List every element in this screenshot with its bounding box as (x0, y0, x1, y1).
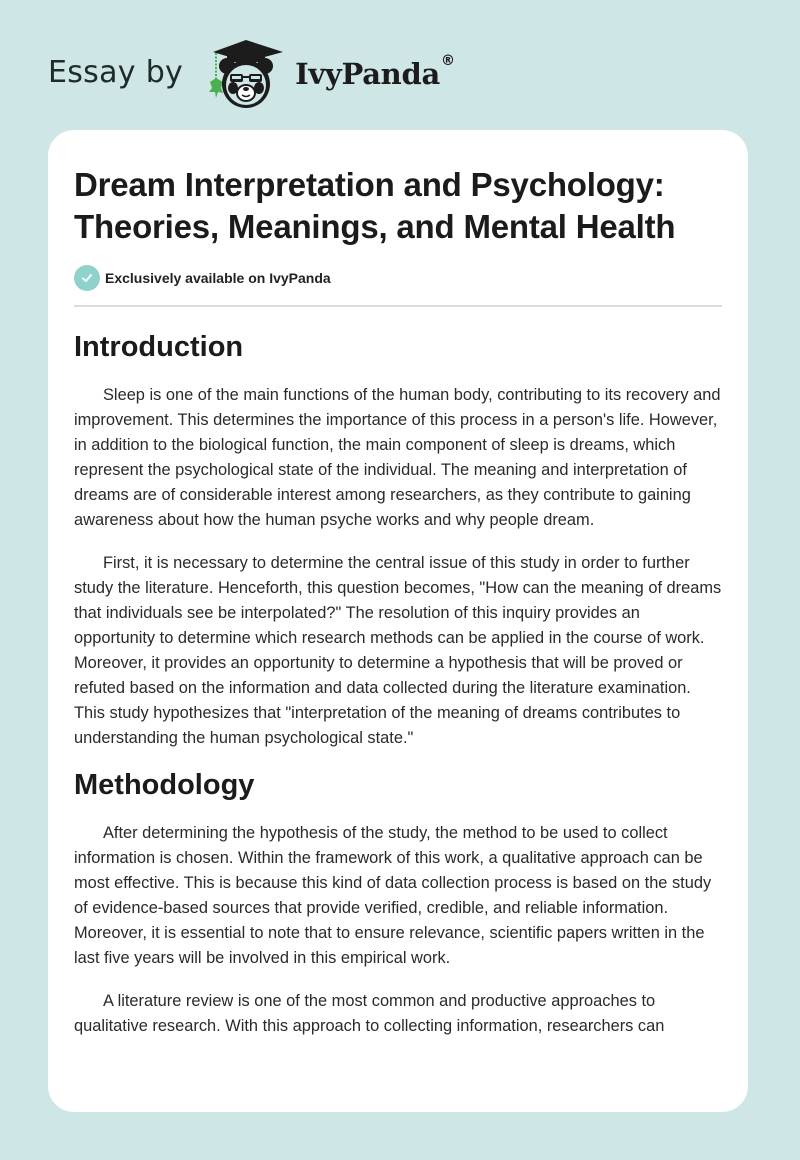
registered-mark: ® (440, 53, 455, 69)
exclusive-badge (74, 264, 722, 292)
paragraph: First, it is necessary to determine the central issue of this study in order to further study the literature. Henceforth, this question becomes, "How can the meaning of dreams that individuals see be interpolated?" The resolution of this inquiry provides an opportunity to determine which research methods can be applied in the course of work. Moreover, it provides an opportunity to determine a hypothesis that will be proved or refuted based on the information and data collected during the literature examination. This study hypothesizes that "interpretation of the meaning of dreams contributes to understanding the human psychological state." (74, 554, 722, 747)
page-title (74, 164, 722, 248)
brand-name-text: IvyPanda (295, 57, 440, 91)
brand-header (48, 36, 455, 112)
paragraph: After determining the hypothesis of the study, the method to be used to collect information is chosen. Within the framework of this work, a qualitative approach can be most effective. This is because this kind of data collection process is based on the study of evidence-based sources that provide verified, credible, and reliable information. Moreover, it is essential to note that to ensure relevance, scientific papers written in the last five years will be involved in this empirical work. (74, 824, 712, 967)
section-heading-methodology: Methodology (74, 769, 255, 801)
panda-graduate-logo-icon[interactable] (203, 36, 289, 112)
section-introduction (74, 329, 722, 751)
divider (74, 305, 722, 307)
title-line-2: Theories, Meanings, and Mental Health (74, 208, 676, 245)
paragraph: A literature review is one of the most common and productive approaches to qualitative research. With this approach to collecting information, researchers can (74, 992, 665, 1035)
brand-name[interactable] (295, 53, 455, 91)
check-circle-icon (74, 265, 100, 291)
section-methodology (74, 767, 722, 1039)
essay-by-label: Essay by (48, 54, 184, 90)
essay-card (48, 130, 748, 1112)
title-line-1: Dream Interpretation and Psychology: (74, 166, 665, 203)
paragraph: Sleep is one of the main functions of the human body, contributing to its recovery and improvement. This determines the importance of this process in a person's life. However, in addition to the biological function, the main component of sleep is dreams, which represent the psychological state of the individual. The meaning and interpretation of dreams are of considerable interest among researchers, as they contribute to gaining awareness about how the human psyche works and why people dream. (74, 386, 721, 529)
section-heading-introduction: Introduction (74, 331, 244, 363)
exclusive-text: Exclusively available on IvyPanda (105, 270, 331, 286)
